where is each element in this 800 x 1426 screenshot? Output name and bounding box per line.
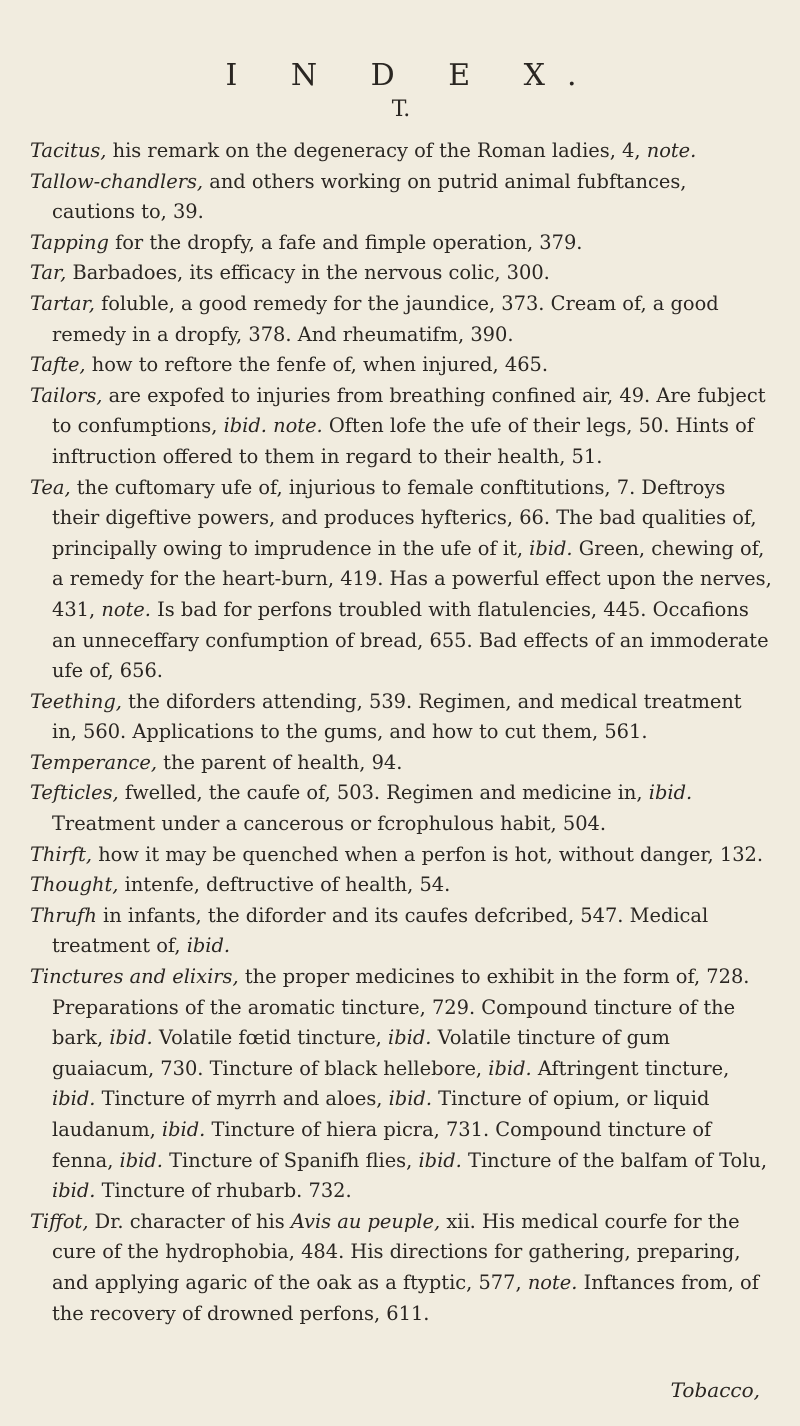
entry-text: for the dropfy, a fafe and fimple operation, 379. xyxy=(108,230,583,254)
index-entry xyxy=(30,901,772,962)
entry-headword: Tapping xyxy=(30,230,109,254)
entry-text: Tincture of myrrh and aloes, xyxy=(95,1087,389,1111)
catchword: Tobacco, xyxy=(670,1378,760,1402)
index-entry xyxy=(30,258,772,289)
entry-headword: Tea, xyxy=(30,475,71,499)
entry-italic-text: ibid. xyxy=(109,1026,153,1050)
entry-text: foluble, a good remedy for the jaundice, 373. Cream of, a good remedy in a dropfy, 378. And rheumatifm, 390. xyxy=(52,291,719,346)
entry-headword: Temperance, xyxy=(30,750,157,774)
entry-text: Aftringent tincture, xyxy=(531,1056,730,1080)
entry-text: Tincture of rhubarb. 732. xyxy=(95,1179,352,1203)
entry-text: Volatile fœtid tincture, xyxy=(152,1026,389,1050)
entry-text: Tincture of hiera picra, 731. Compound tincture of fenna, xyxy=(52,1118,712,1172)
entry-italic-text: ibid. xyxy=(119,1148,163,1172)
entry-italic-text: ibid. xyxy=(648,781,693,805)
entry-text: Tincture of opium, or liquid laudanum, xyxy=(52,1087,710,1141)
entry-headword: Thrufh xyxy=(30,903,97,927)
entry-text: his remark on the degeneracy of the Roman ladies, 4, xyxy=(106,139,647,162)
index-entry xyxy=(30,840,772,871)
entry-italic-text: ibid. xyxy=(488,1056,532,1080)
entry-headword: Tailors, xyxy=(30,383,103,407)
entry-italic-text: ibid. xyxy=(388,1087,433,1111)
running-head: I N D E X. xyxy=(225,58,599,93)
entry-text: how to reftore the fenfe of, when injured, 465. xyxy=(85,353,549,377)
entry-text: the proper medicines to exhibit in the form of, 728. Preparations of the aromatic tincture, 729. Compound tincture of the bark, xyxy=(52,965,750,1050)
entry-text: xii. His medical courfe for the cure of the hydrophobia, 484. His directions for gathering, preparing, and applying agaric of the oak as a ftyptic, 577, xyxy=(52,1209,741,1294)
entry-text: Dr. character of his xyxy=(88,1209,291,1233)
entry-text: Volatile tincture of gum guaiacum, 730. Tincture of black hellebore, xyxy=(52,1026,670,1080)
entry-text: fwelled, the caufe of, 503. Regimen and medicine in, xyxy=(118,781,649,805)
entry-italic-text: ibid. xyxy=(418,1148,462,1172)
index-entry xyxy=(30,748,772,779)
entry-text: in infants, the diforder and its caufes defcribed, 547. Medical treatment of, xyxy=(52,903,709,958)
entry-text: and others working on putrid animal fubftances, cautions to, 39. xyxy=(52,169,687,224)
entry-headword: Thought, xyxy=(30,873,119,897)
index-entry xyxy=(30,167,772,228)
entry-headword: Tefticles, xyxy=(30,781,119,805)
entry-italic-text: ibid. xyxy=(388,1026,432,1050)
entry-text: Treatment under a cancerous or fcrophulous habit, 504. xyxy=(52,812,607,836)
entry-text: the diforders attending, 539. Regimen, and medical treatment in, 560. Applications to the gums, and how to cut them, 561. xyxy=(52,689,742,744)
index-entry xyxy=(30,778,772,839)
entry-text: the parent of health, 94. xyxy=(157,750,403,774)
section-letter: T. xyxy=(391,97,411,122)
entry-headword: Tiffot, xyxy=(30,1209,89,1233)
entry-text: the cuftomary ufe of, injurious to female conftitutions, 7. Deftroys their digeftive powers, and produces hyfterics, 66. The bad qualities of, principally owing to imprudence in the ufe of it, xyxy=(52,475,757,560)
index-entry xyxy=(30,289,772,350)
entry-headword: Thirft, xyxy=(30,842,93,866)
index-entry xyxy=(30,1207,772,1329)
entry-headword: Tartar, xyxy=(30,291,95,315)
entry-italic-text: ibid. xyxy=(529,536,573,560)
entry-headword: Tacitus, xyxy=(30,139,107,162)
entry-headword: Tar, xyxy=(30,261,67,285)
entry-text: Barbadoes, its efficacy in the nervous colic, 300. xyxy=(66,261,550,285)
entry-italic-text: ibid. xyxy=(52,1179,96,1203)
index-entry xyxy=(30,381,772,473)
index-entry xyxy=(30,962,772,1207)
entry-italic-text: ibid. xyxy=(161,1118,206,1141)
entry-text: Green, chewing of, a remedy for the heart-burn, 419. Has a powerful effect upon the nerves, 431, xyxy=(52,536,772,621)
index-entry xyxy=(30,687,772,748)
entry-italic-text: ibid. xyxy=(186,934,231,958)
entry-text: Tincture of Spanifh flies, xyxy=(162,1148,419,1172)
entry-italic-text: ibid. note. xyxy=(223,414,323,438)
entry-text: Is bad for perfons troubled with flatulencies, 445. Occafions an unneceffary confumption of bread, 655. Bad effects of an immoderate ufe of, 656. xyxy=(52,597,769,683)
entry-headword: Tinctures and elixirs, xyxy=(30,965,239,989)
entry-headword: Teething, xyxy=(30,689,122,713)
entry-text: Tincture of the balfam of Tolu, xyxy=(461,1148,768,1172)
index-entry xyxy=(30,136,772,167)
entry-text: Often lofe the ufe of their legs, 50. Hints of inftruction offered to them in regard to their health, 51. xyxy=(52,414,754,468)
index-entries xyxy=(30,136,772,1329)
entry-italic-text: note. xyxy=(646,139,697,162)
index-entry xyxy=(30,228,772,259)
entry-italic-text: note. xyxy=(101,597,151,621)
entry-italic-text: note. xyxy=(527,1270,578,1294)
entry-text: Inftances from, of the recovery of drowned perfons, 611. xyxy=(52,1270,759,1325)
entry-text: intenfe, deftructive of health, 54. xyxy=(118,873,451,897)
entry-text: are expofed to injuries from breathing confined air, 49. Are fubject to confumptions, xyxy=(52,383,766,438)
entry-headword: Tallow-chandlers, xyxy=(30,169,204,193)
index-entry xyxy=(30,350,772,381)
entry-headword: Tafte, xyxy=(30,353,86,377)
entry-italic-text: Avis au peuple, xyxy=(290,1209,441,1233)
index-entry xyxy=(30,870,772,901)
index-entry xyxy=(30,473,772,687)
entry-text: how it may be quenched when a perfon is hot, without danger, 132. xyxy=(92,842,764,866)
entry-italic-text: ibid. xyxy=(52,1087,96,1111)
